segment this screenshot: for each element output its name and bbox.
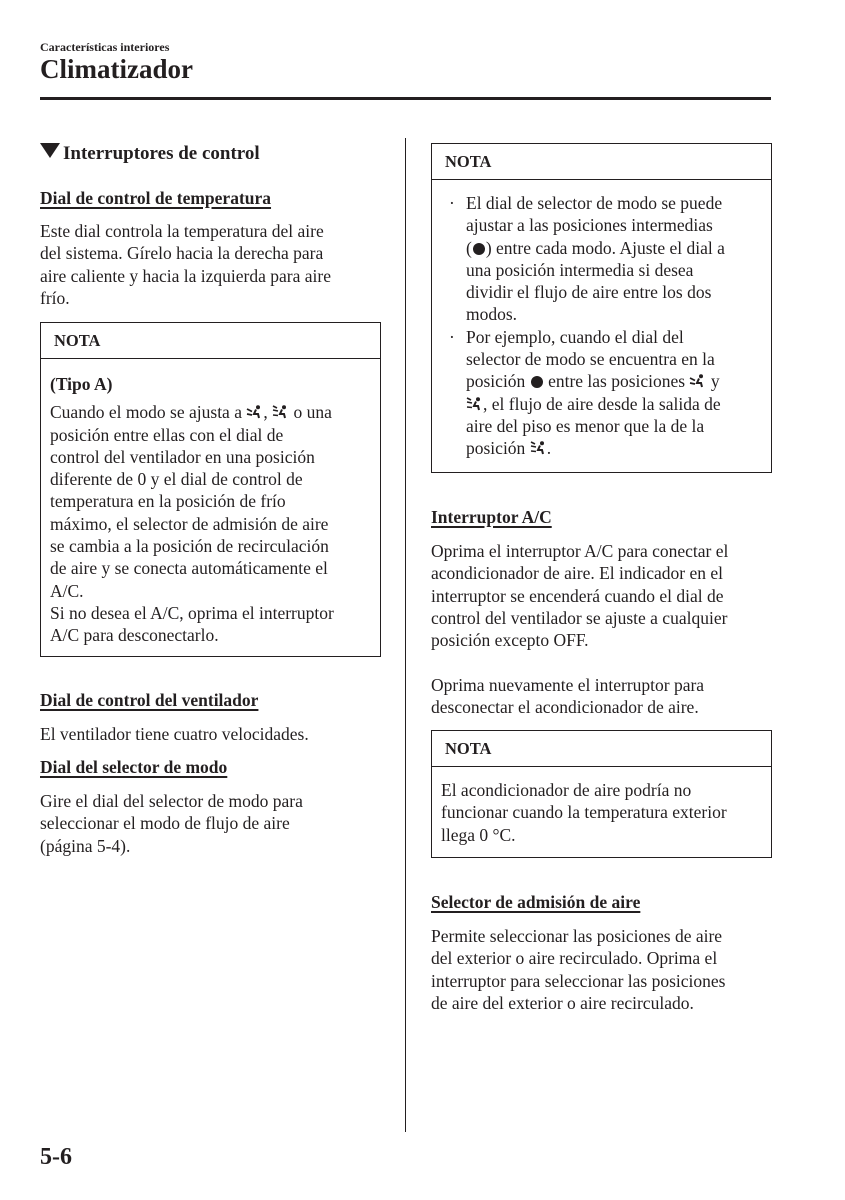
text-line: funcionar cuando la temperatura exterior — [441, 802, 727, 823]
mode-dial-heading: Dial del selector de modo — [40, 757, 228, 777]
text-line: dividir el flujo de aire entre los dos — [466, 282, 712, 303]
text-line: Permite seleccionar las posiciones de aire — [431, 926, 723, 946]
text-line: (página 5-4). — [40, 835, 131, 856]
text-segment: ( — [466, 237, 472, 258]
note-body — [432, 767, 771, 856]
text-line: Si no desea el A/C, oprima el interruptor — [50, 602, 334, 623]
fan-dial-heading: Dial de control del ventilador — [40, 690, 259, 710]
note-label: NOTA — [432, 144, 771, 180]
text-line: El acondicionador de aire podría no — [441, 780, 692, 800]
ac-switch-heading: Interruptor A/C — [431, 507, 552, 527]
text-line: una posición intermedia si desea — [466, 259, 694, 280]
text-line: del sistema. Gírelo hacia la derecha para — [40, 243, 324, 264]
text-line: de aire del exterior o aire recirculado. — [431, 992, 694, 1013]
text-line: seleccionar el modo de flujo de aire — [40, 813, 290, 834]
text-line: control del ventilador en una posición — [50, 446, 315, 467]
text-line: selector de modo se encuentra en la — [466, 349, 715, 370]
text-line — [466, 370, 762, 392]
note-label: NOTA — [432, 731, 771, 767]
text-segment: ) entre cada modo. Ajuste el dial a — [485, 237, 725, 258]
ac-switch-text — [431, 540, 728, 651]
note-body — [432, 180, 771, 470]
floor-defrost-mode-icon — [466, 397, 483, 411]
bullet-marker: · — [449, 326, 455, 347]
text-segment: posición — [466, 438, 530, 459]
text-line: control del ventilador se ajuste a cualquier — [431, 607, 728, 628]
text-line: máximo, el selector de admisión de aire — [50, 513, 329, 534]
bullet-item — [441, 192, 762, 326]
page-header-section: Características interiores — [40, 40, 170, 54]
air-intake-text — [431, 925, 725, 1014]
text-line: El ventilador tiene cuatro velocidades. — [40, 724, 309, 744]
text-segment: Cuando el modo se ajusta a — [50, 402, 247, 423]
text-line — [466, 237, 762, 259]
floor-mode-icon — [246, 405, 263, 419]
text-line: desconectar el acondicionador de aire. — [431, 697, 699, 718]
text-line: llega 0 °C. — [441, 824, 516, 845]
section-heading-text: Interruptores de control — [63, 143, 260, 164]
text-line: frío. — [40, 287, 70, 308]
floor-mode-icon — [689, 374, 706, 388]
text-line: posición excepto OFF. — [431, 630, 589, 651]
text-line: aire caliente y hacia la izquierda para aire — [40, 265, 331, 286]
note-label: NOTA — [41, 323, 380, 359]
temperature-dial-heading: Dial de control de temperatura — [40, 188, 272, 208]
floor-defrost-mode-icon — [272, 405, 289, 419]
intermediate-position-dot-icon — [473, 243, 485, 255]
text-line: diferente de 0 y el dial de control de — [50, 469, 303, 490]
text-line: temperatura en la posición de frío — [50, 491, 286, 512]
fan-dial-text — [40, 723, 309, 745]
mode-dial-text — [40, 790, 303, 857]
column-divider — [405, 138, 406, 1132]
text-line: del exterior o aire recirculado. Oprima el — [431, 948, 718, 969]
triangle-marker-icon — [40, 143, 60, 158]
text-segment: , el flujo de aire desde la salida de — [483, 393, 721, 414]
text-line: A/C. — [50, 580, 84, 601]
note-box-ac — [431, 730, 772, 858]
text-segment: entre las posiciones — [543, 371, 690, 392]
text-line: posición entre ellas con el dial de — [50, 424, 284, 445]
text-line: acondicionador de aire. El indicador en el — [431, 563, 724, 584]
air-intake-heading: Selector de admisión de aire — [431, 892, 641, 912]
note-type-label: (Tipo A) — [50, 374, 113, 394]
text-line: A/C para desconectarlo. — [50, 625, 219, 646]
text-segment: , — [263, 402, 273, 423]
bullet-marker: · — [449, 193, 455, 213]
text-line — [50, 401, 371, 423]
page-number: 5-6 — [40, 1144, 72, 1170]
text-line: Oprima nuevamente el interruptor para — [431, 675, 705, 695]
floor-defrost-mode-icon — [530, 441, 547, 455]
text-segment: y — [706, 371, 720, 392]
section-heading — [40, 143, 260, 165]
note-box-mode-selector — [431, 143, 772, 473]
ac-switch-text-2 — [431, 674, 704, 719]
note-body — [41, 359, 380, 657]
text-line: aire del piso es menor que la de la — [466, 415, 705, 436]
text-segment: posición — [466, 371, 530, 392]
intermediate-position-dot-icon — [531, 376, 543, 388]
text-line: modos. — [466, 304, 518, 325]
note-box-type-a — [40, 322, 381, 657]
text-line: de aire y se conecta automáticamente el — [50, 558, 328, 579]
text-line: ajustar a las posiciones intermedias — [466, 215, 713, 236]
text-line: Gire el dial del selector de modo para — [40, 791, 303, 811]
text-line: interruptor para seleccionar las posiciones — [431, 970, 726, 991]
text-line — [466, 393, 762, 415]
temperature-dial-text — [40, 220, 331, 309]
text-line: Este dial controla la temperatura del aire — [40, 221, 324, 241]
page-title: Climatizador — [40, 54, 193, 84]
text-line: interruptor se encenderá cuando el dial de — [431, 585, 724, 606]
text-segment: . — [546, 438, 552, 459]
bullet-item — [441, 326, 762, 460]
text-segment: o una — [289, 402, 332, 423]
text-line: Por ejemplo, cuando el dial del — [466, 326, 684, 347]
header-rule — [40, 97, 771, 100]
text-line: Oprima el interruptor A/C para conectar el — [431, 541, 729, 561]
text-line: se cambia a la posición de recirculación — [50, 536, 329, 557]
text-line — [466, 437, 762, 459]
text-line: El dial de selector de modo se puede — [466, 193, 723, 213]
